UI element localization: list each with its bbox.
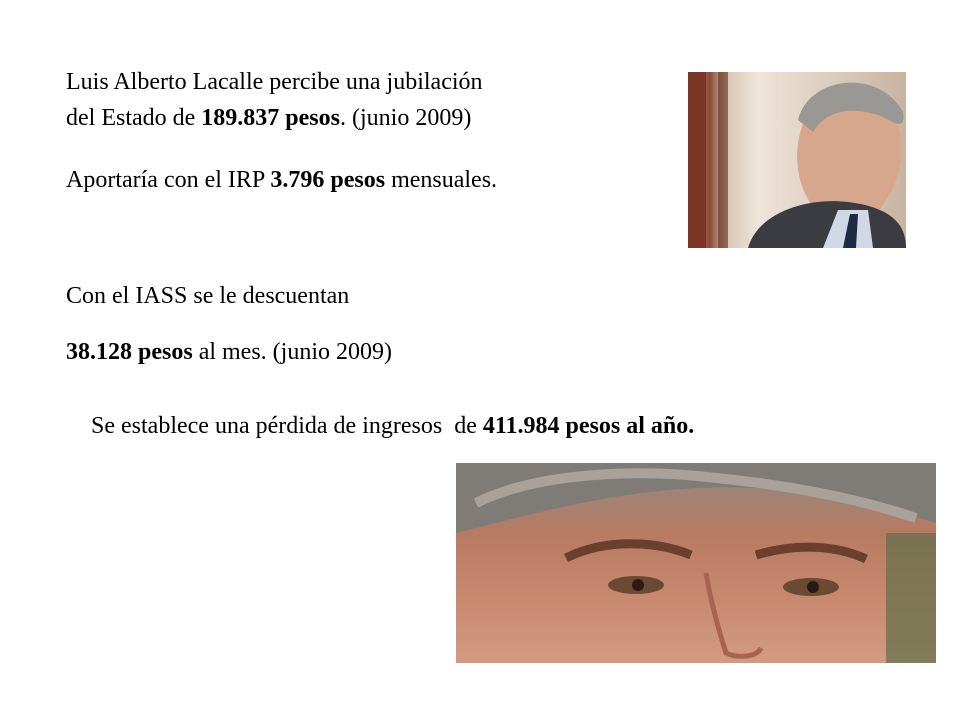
irp-contribution-value: 3.796 pesos: [270, 167, 386, 193]
pension-amount-suffix: . (junio 2009): [339, 105, 472, 131]
iass-intro-text: Con el IASS se le descuentan: [66, 283, 350, 309]
iass-intro-line: [66, 280, 349, 312]
face-closeup-photo: [456, 463, 936, 663]
pension-statement-text: Luis Alberto Lacalle percibe una jubilación: [66, 69, 483, 95]
irp-contribution-line: [66, 164, 497, 196]
irp-contribution-prefix: Aportaría con el IRP: [66, 167, 271, 193]
income-loss-prefix: Se establece una pérdida de ingresos de: [91, 413, 483, 439]
pension-amount-prefix: del Estado de: [66, 105, 202, 131]
pension-amount-value: 189.837 pesos: [201, 105, 340, 131]
portrait-photo: [688, 72, 906, 248]
pension-amount-line: [66, 102, 471, 134]
iass-deduction-line: [66, 336, 392, 368]
income-loss-value: 411.984 pesos al año.: [482, 413, 695, 439]
pension-statement-line: [66, 66, 483, 98]
income-loss-line: [91, 410, 694, 442]
iass-deduction-suffix: al mes. (junio 2009): [192, 339, 392, 365]
irp-contribution-suffix: mensuales.: [385, 167, 498, 193]
iass-deduction-value: 38.128 pesos: [66, 339, 193, 365]
